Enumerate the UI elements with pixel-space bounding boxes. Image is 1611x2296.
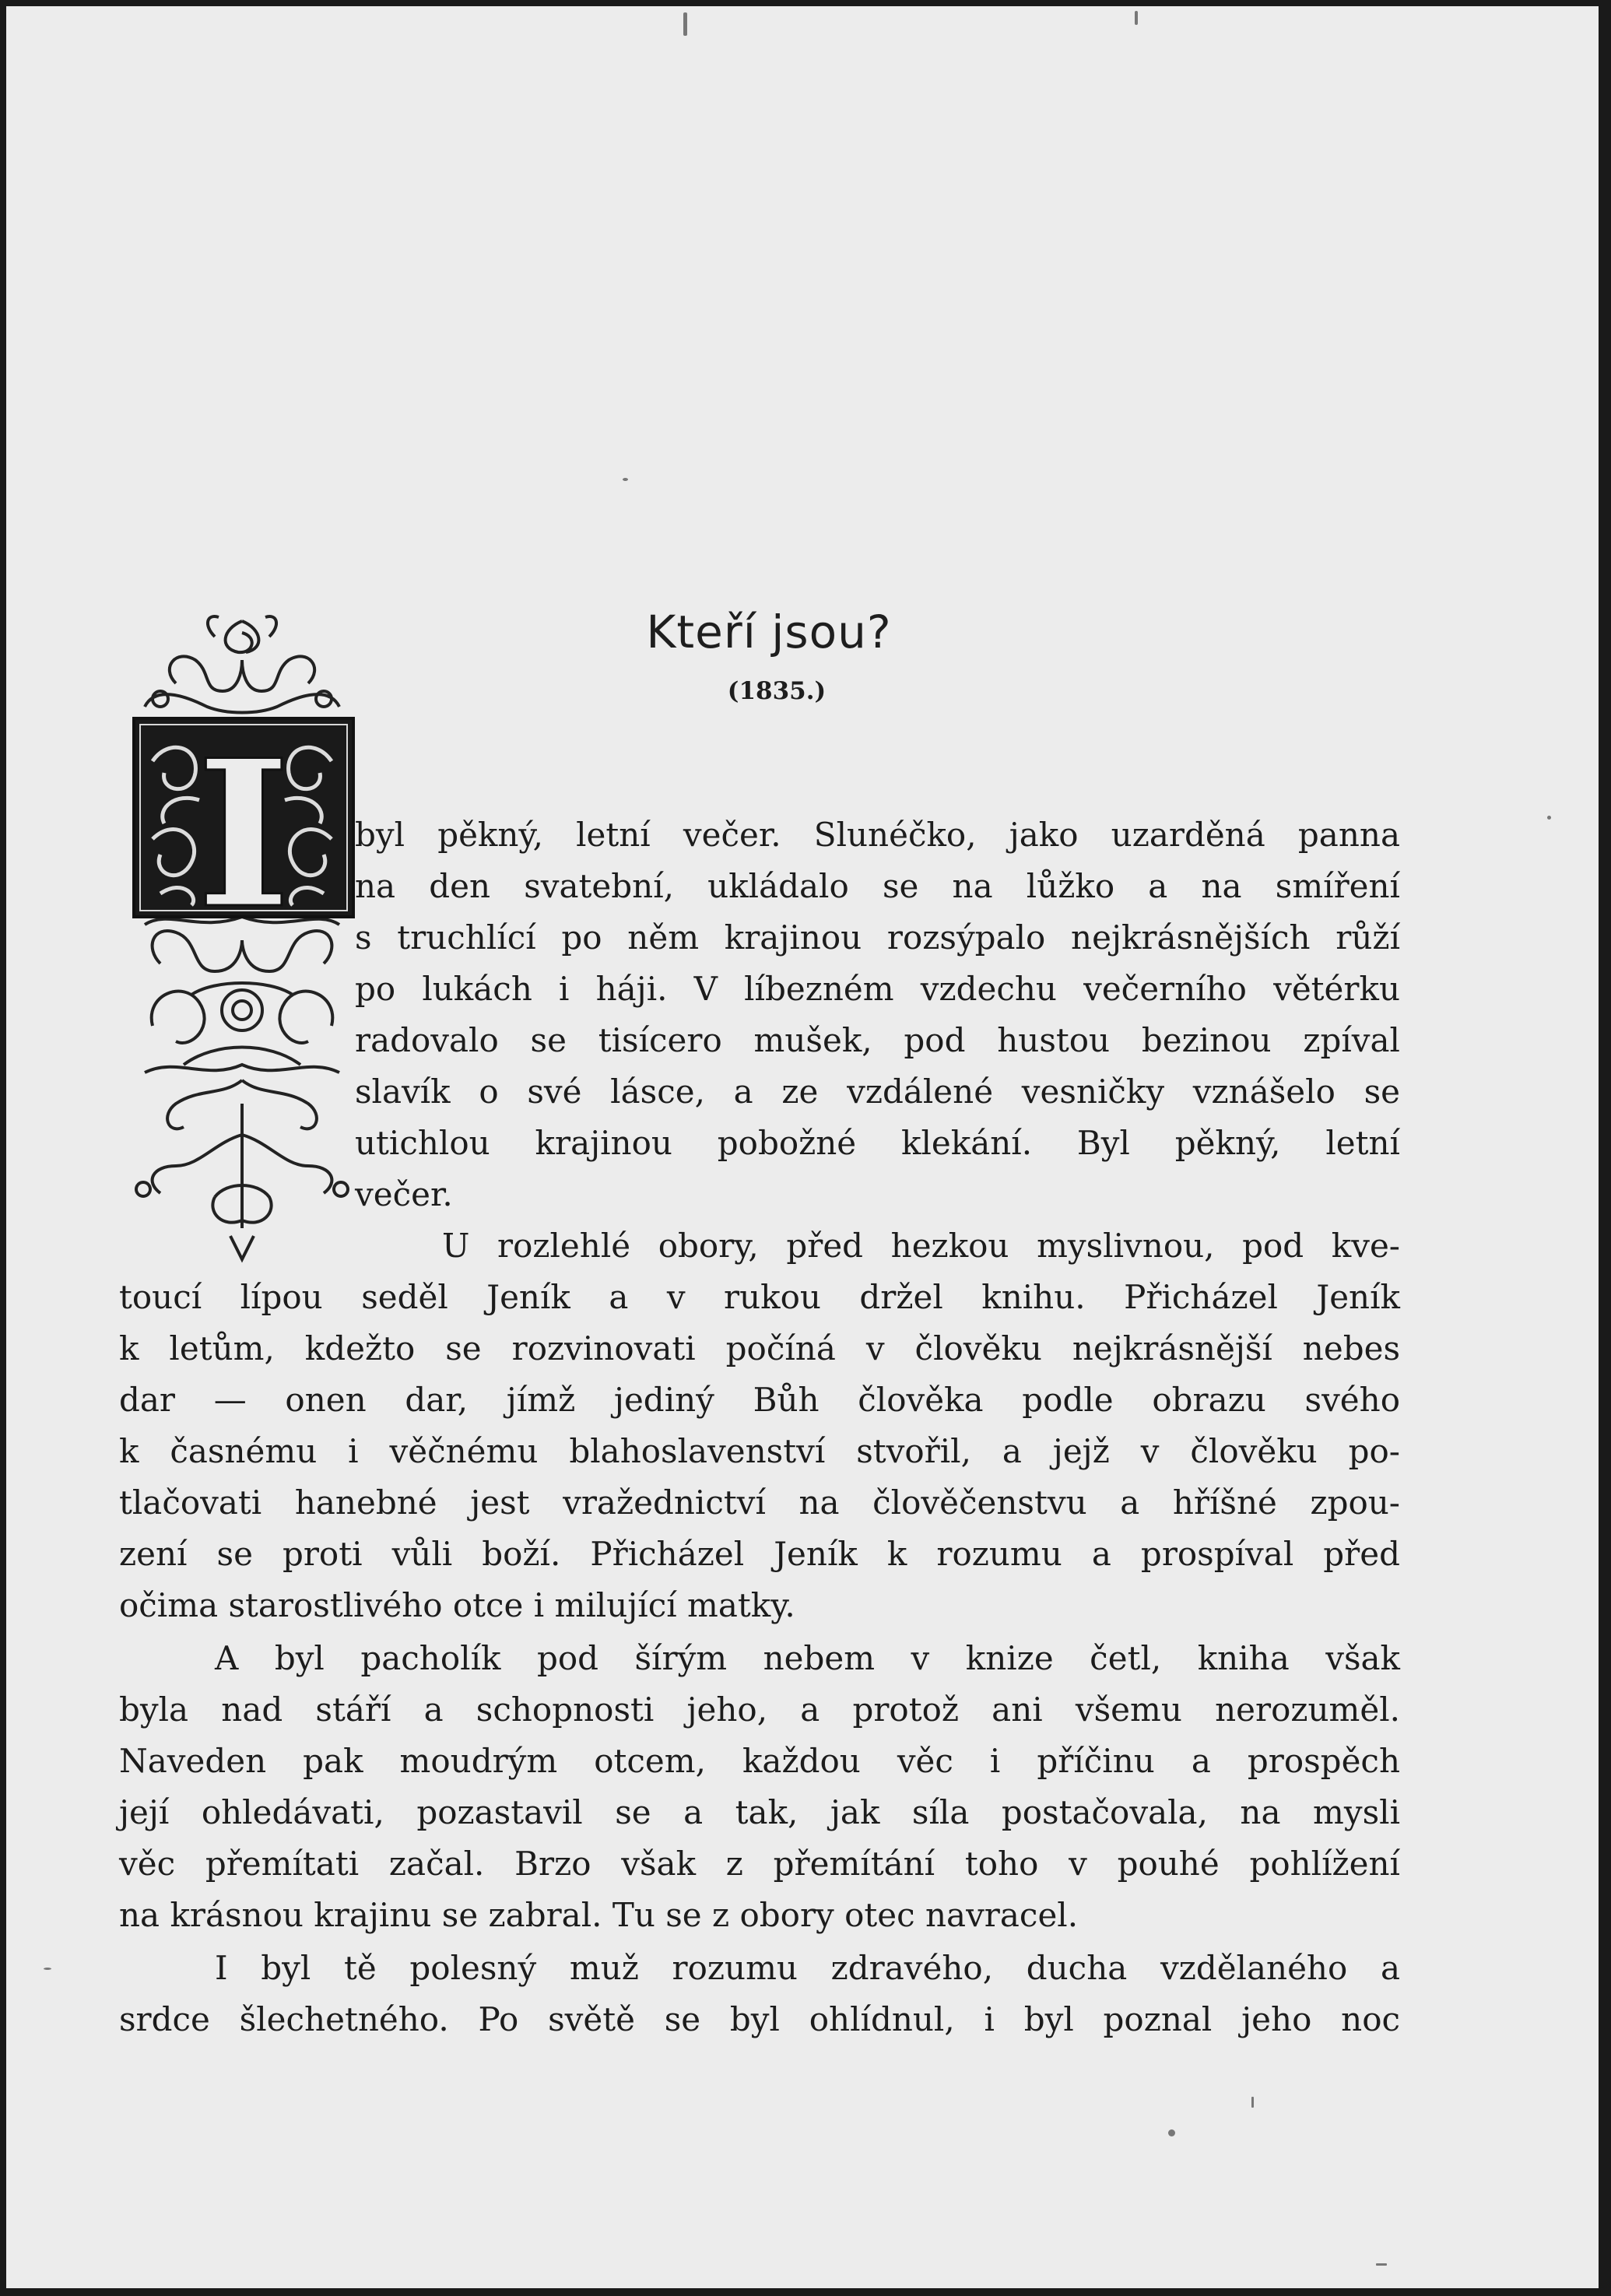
text-line: k časnému i věčnému blahoslavenství stvořil, a jejž v člověku po- xyxy=(119,1432,1400,1470)
text-line: k letům, kdežto se rozvinovati počíná v člověku nejkrásnější nebes xyxy=(119,1329,1400,1367)
text-line: na den svatební, ukládalo se na lůžko a na smíření xyxy=(355,867,1400,905)
text-line: tlačovati hanebné jest vražednictví na člověčenstvu a hříšné zpou- xyxy=(119,1483,1400,1522)
text-line: zení se proti vůli boží. Přicházel Jeník k rozumu a prospíval před xyxy=(119,1535,1400,1573)
text-line: věc přemítati začal. Brzo však z přemítání toho v pouhé pohlížení xyxy=(119,1845,1400,1883)
text-line: její ohledávati, pozastavil se a tak, jak síla postačovala, na mysli xyxy=(119,1793,1400,1831)
text-line: dar — onen dar, jímž jediný Bůh člověka podle obrazu svého xyxy=(119,1381,1400,1419)
text-line: byla nad stáří a schopnosti jeho, a protož ani všemu nerozuměl. xyxy=(119,1690,1400,1729)
scan-speck xyxy=(1135,11,1138,25)
text-line: radovalo se tisícero mušek, pod hustou bezinou zpíval xyxy=(355,1021,1400,1059)
chapter-title: Kteří jsou? xyxy=(646,606,892,658)
text-line: očima starostlivého otce i milující matky. xyxy=(119,1586,795,1624)
text-line: byl pěkný, letní večer. Slunéčko, jako uzarděná panna xyxy=(355,816,1400,854)
scan-speck xyxy=(1168,2129,1175,2136)
ornamental-initial xyxy=(129,606,355,1275)
text-line: toucí lípou seděl Jeník a v rukou držel knihu. Přicházel Jeník xyxy=(119,1278,1400,1316)
text-line: na krásnou krajinu se zabral. Tu se z obory otec navracel. xyxy=(119,1896,1079,1934)
scan-speck xyxy=(1376,2263,1387,2266)
chapter-year: (1835.) xyxy=(727,677,827,705)
text-line: slavík o své lásce, a ze vzdálené vesničky vznášelo se xyxy=(355,1073,1400,1111)
drop-cap-letter: I xyxy=(196,716,291,953)
text-line: s truchlící po něm krajinou rozsýpalo nejkrásnějších růží xyxy=(355,918,1400,957)
text-line: A byl pacholík pod šírým nebem v knize četl, kniha však xyxy=(215,1639,1400,1677)
text-line: po lukách i háji. V líbezném vzdechu večerního větérku xyxy=(355,970,1400,1008)
text-line: U rozlehlé obory, před hezkou myslivnou, pod kve- xyxy=(442,1227,1400,1265)
text-line: večer. xyxy=(355,1175,453,1213)
text-line: utichlou krajinou pobožné klekání. Byl pěkný, letní xyxy=(355,1124,1400,1162)
text-line: I byl tě polesný muž rozumu zdravého, ducha vzdělaného a xyxy=(215,1949,1400,1987)
scan-speck xyxy=(1547,816,1551,820)
scan-speck xyxy=(1251,2097,1254,2108)
text-line: Naveden pak moudrým otcem, každou věc i příčinu a prospěch xyxy=(119,1742,1400,1780)
scan-speck xyxy=(683,12,687,36)
scan-speck xyxy=(44,1968,51,1970)
text-line: srdce šlechetného. Po světě se byl ohlídnul, i byl poznal jeho noc xyxy=(119,2000,1400,2038)
scan-speck xyxy=(623,478,628,481)
book-page xyxy=(6,6,1599,2288)
